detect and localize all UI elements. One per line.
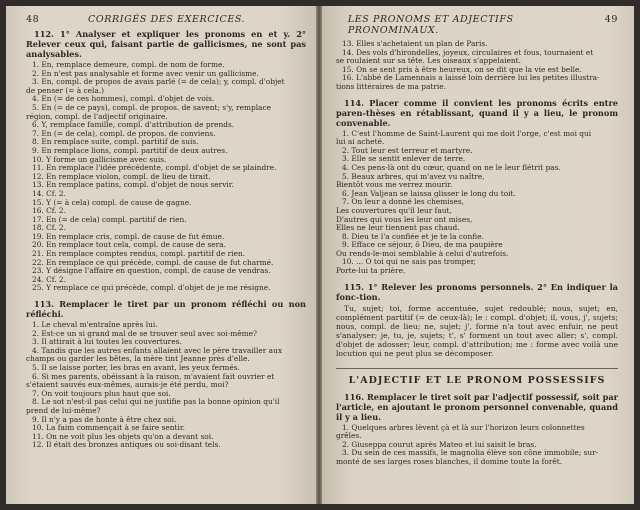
text-line: 10. Y forme un gallicisme avec suis.: [32, 155, 167, 164]
text-line: D'autres qui vous les leur ont mises,: [336, 215, 473, 224]
left-page-number: 48: [26, 14, 40, 25]
left-running-title: CORRIGÉS DES EXERCICES.: [88, 14, 246, 25]
text-line: 12. En remplace violon, compl. de lieu de tirait.: [32, 172, 211, 181]
text-line: s'étaient sauvés eux-mêmes, aurais-je été perdu, moi?: [26, 381, 229, 390]
text-line: 7. On voit toujours plus haut que soi.: [32, 389, 171, 398]
text-line: 14. Des vols d'hirondelles, joyeux, circulaires et fous, tournaient et: [342, 48, 594, 57]
text-line: 10. La faim commençait à se faire sentir.: [32, 424, 185, 433]
text-line: 4. En (= de ces hommes), compl. d'objet de vois.: [32, 95, 215, 104]
text-line: 21. En remplace comptes rendus, compl. partitif de rien.: [32, 250, 245, 259]
right-running-title: LES PRONOMS ET ADJECTIFS PRONOMINAUX.: [347, 14, 514, 36]
text-line: Elles ne leur tiennent pas chaud.: [336, 224, 460, 233]
text-line: grêles.: [336, 432, 362, 441]
text-line: 1. C'est l'homme de Saint-Laurent qui me doit l'orge, c'est moi qui: [342, 129, 592, 138]
text-line: Ou rends-le-moi semblable à celui d'autrefois.: [336, 249, 509, 258]
text-line: 6. Jean Valjean se laissa glisser le long du toit.: [342, 189, 516, 198]
text-line: 7. On leur a donné les chemises,: [342, 198, 464, 207]
text-line: 16. Cf. 2.: [32, 207, 66, 216]
text-line: 9. En remplace lions, compl. partitif de deux autres.: [32, 146, 228, 155]
text-line: tions littéraires de ma patrie.: [336, 82, 447, 91]
exercise-115-heading: 115. 1° Relever les pronoms personnels. 2° En indiquer la fonc-tion.: [336, 281, 618, 302]
text-line: champs ou garder les bêtes, la mère tint Jeanne près d'elle.: [26, 355, 250, 364]
exercise-114-heading: 114. Placer comme il convient les pronoms écrits entre paren-thèses en rétablissant, quand il y a lieu, le pronom convenable.: [336, 97, 618, 128]
text-line: 3. Elle se sentit enlever de terre.: [342, 155, 466, 164]
text-line: 5. Beaux arbres, qui m'avez vu naître,: [342, 172, 485, 181]
text-line: 3. En, compl. de propos de avais parlé (= de cela); y, compl. d'objet: [32, 78, 285, 87]
text-line: monté de ses larges roses blanches, il domine toute la forêt.: [336, 458, 563, 467]
text-line: 13. Elles s'achetaient un plan de Paris.: [342, 40, 488, 48]
text-line: 15. Y (= à cela) compl. de cause de gagne.: [32, 198, 192, 207]
text-line: 9. Efface ce séjour, ô Dieu, de ma paupière: [342, 241, 503, 250]
exercise-113-continued-lines: [336, 40, 618, 92]
left-page: [6, 6, 316, 504]
left-running-header: [26, 14, 306, 25]
exercise-114-lines: [336, 130, 618, 276]
text-line: 10. ... Ô toi qui ne sais pas tromper,: [342, 258, 476, 267]
exercise-112-lines: [26, 61, 306, 293]
text-line: lui ai acheté.: [336, 138, 385, 147]
text-line: 7. En (= de cela), compl. de propos. de conviens.: [32, 129, 216, 138]
exercise-112-heading: 112. 1° Analyser et expliquer les pronoms en et y. 2° Relever ceux qui, faisant partie de gallicismes, ne sont pas analysables.: [26, 29, 306, 59]
text-line: 8. En remplace suite, compl. partitif de suis.: [32, 138, 199, 147]
text-line: Bientôt vous me verrez mourir.: [336, 181, 453, 190]
text-line: 2. En n'est pas analysable et forme avec venir un gallicisme.: [32, 69, 259, 78]
text-line: 5. En (= de ce pays), compl. de propos. de savent; s'y, remplace: [32, 103, 271, 112]
text-line: 19. En remplace cris, compl. de cause de fut émue.: [32, 232, 225, 241]
exercise-116-heading: 116. Remplacer le tiret soit par l'adjectif possessif, soit par l'article, en ajoutant le pronom personnel convenable, quand il y a lieu.: [336, 391, 618, 422]
text-line: région, compl. de l'adjectif originaire.: [26, 112, 168, 121]
text-line: 2. Tout leur est terreur et martyre.: [342, 146, 473, 155]
text-line: Porte-lui ta prière.: [336, 267, 406, 276]
right-page-number: 49: [604, 14, 618, 25]
text-line: 1. En, remplace demeure, compl. de nom de forme.: [32, 61, 225, 69]
text-line: 8. Dieu te l'a confiée et je te la confie.: [342, 232, 484, 241]
exercise-116-lines: [336, 424, 618, 467]
text-line: 3. Il attirait à lui toutes les couvertures.: [32, 338, 182, 347]
right-running-header: [336, 14, 618, 36]
text-line: 22. En remplace ce qui précède, compl. de cause de fut charmé.: [32, 258, 274, 267]
exercise-113-heading: 113. Remplacer le tiret par un pronom réfléchi ou non réfléchi.: [26, 299, 306, 320]
right-page: [322, 6, 634, 504]
text-line: 3. Du sein de ces massifs, le magnolia élève son cône immobile; sur-: [342, 449, 599, 458]
text-line: 17. En (= de cela) compl. partitif de rien.: [32, 215, 187, 224]
text-line: 1. Le cheval m'entraîne après lui.: [32, 321, 158, 330]
text-line: 13. En remplace patins, compl. d'objet de nous servir.: [32, 181, 234, 190]
text-line: 15. On se sent pris à être heureux, on se dit que la vie est belle.: [342, 65, 582, 74]
text-line: 11. En remplace l'idée précédente, compl. d'objet de se plaindre.: [32, 164, 277, 173]
text-line: 23. Y désigne l'affaire en question, compl. de cause de vendras.: [32, 267, 271, 276]
text-line: 9. Il n'y a pas de honte à être chez soi.: [32, 415, 177, 424]
text-line: 12. Il était des bronzes antiques ou soi-disant tels.: [32, 441, 221, 450]
text-line: prend de lui-même?: [26, 406, 101, 415]
text-line: 18. Cf. 2.: [32, 224, 66, 233]
text-line: se roulaient sur sa tête. Les oiseaux s'appelaient.: [336, 57, 521, 66]
section-title: L'ADJECTIF ET LE PRONOM POSSESSIFS: [336, 368, 618, 386]
text-line: 20. En remplace tout cela, compl. de cause de sera.: [32, 241, 226, 250]
text-line: 4. Ces pens-là ont du cœur, quand on ne le leur flétrit pas.: [342, 163, 561, 172]
text-line: 11. On ne voit plus les objets qu'on a devant soi.: [32, 432, 214, 441]
exercise-113-lines: [26, 321, 306, 450]
text-line: 6. Y, remplace famille, compl. d'attribution de prends.: [32, 121, 235, 130]
text-line: 2. Est-ce un si grand mal de se trouver seul avec soi-même?: [32, 329, 257, 338]
text-line: Les couvertures qu'il leur faut,: [336, 206, 452, 215]
text-line: 14. Cf. 2.: [32, 189, 66, 198]
text-line: 25. Y remplace ce qui précède, compl. d'objet de je me résigne.: [32, 284, 271, 293]
text-line: 1. Quelques arbres lèvent çà et là sur l'horizon leurs colonnettes: [342, 423, 585, 432]
text-line: 24. Cf. 2.: [32, 275, 66, 284]
text-line: 2. Giuseppa courut après Mateo et lui saisit le bras.: [342, 440, 537, 449]
text-line: 4. Tandis que les autres enfants allaient avec le père travailler aux: [32, 346, 283, 355]
text-line: 16. L'abbé de Lamennais a laissé loin derrière lui les petites illustra-: [342, 74, 600, 83]
text-line: de penser (= à cela.): [26, 86, 105, 95]
text-line: 5. Il se laisse porter, les bras en avant, les yeux fermés.: [32, 364, 240, 372]
text-line: 8. Le sot n'est-il pas celui qui ne justifie pas la bonne opinion qu'il: [32, 398, 280, 407]
text-line: 6. Si mes parents, obéissant à la raison, m'avaient fait ouvrier et: [32, 372, 275, 381]
exercise-115-body: Tu, sujet; toi, forme accentuée, sujet redoublé; nous, sujet; en, complément partitif (= de ceux-là); le : compl. d'objet; il, vous, j', sujets; nous, compl. de lieu; ne, sujet; j', forme n'a tout avec enfuir, ne peut s'analyser; je, tu, je, sujets; t', s' forment un tout avec aller; s', compl. d'objet de adosser; leur, compl. d'attribution; me : forme avec voilà une locution qui ne peut plus se décomposer.: [336, 303, 618, 358]
